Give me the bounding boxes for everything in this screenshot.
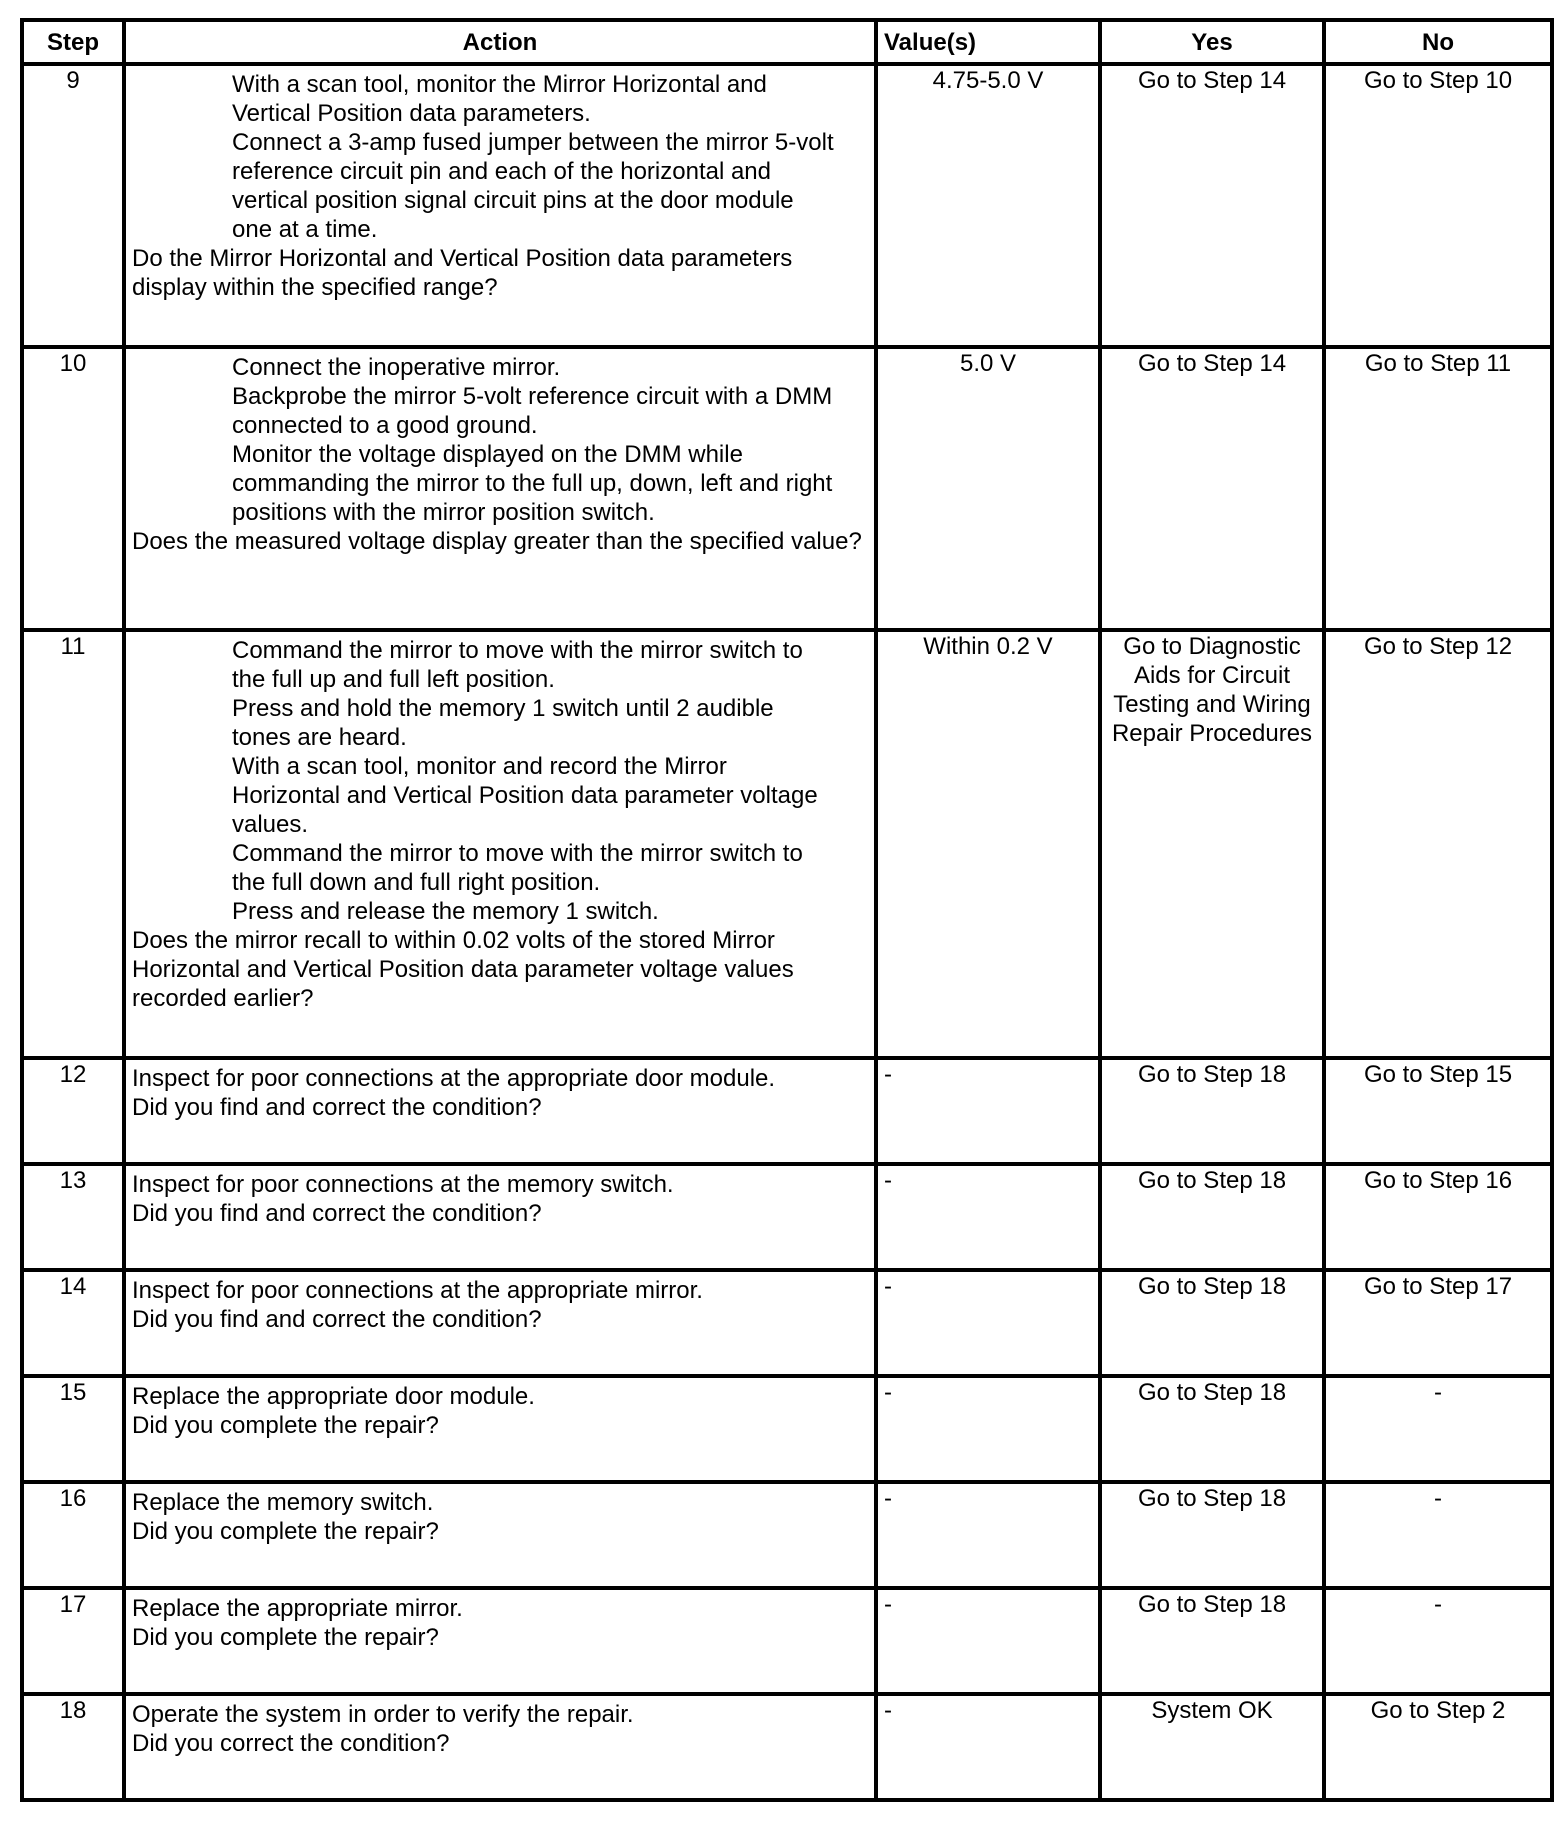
action-cell	[124, 1376, 876, 1482]
instruction-line: Horizontal and Vertical Position data parameter voltage	[232, 782, 818, 809]
table-row	[22, 347, 1552, 630]
instruction-list	[132, 636, 870, 926]
no-cell: Go to Step 11	[1324, 347, 1552, 630]
instruction-line: Command the mirror to move with the mirror switch to	[232, 840, 803, 867]
step-number: 15	[22, 1376, 124, 1482]
instruction-line: values.	[232, 811, 309, 838]
action-cell	[124, 1058, 876, 1164]
step-number: 18	[22, 1694, 124, 1800]
action-cell	[124, 1694, 876, 1800]
step-number: 17	[22, 1588, 124, 1694]
yes-cell: Go to Step 18	[1100, 1270, 1324, 1376]
value-cell: -	[876, 1058, 1100, 1164]
instruction-line: connected to a good ground.	[232, 412, 538, 439]
instruction-line: the full up and full left position.	[232, 666, 555, 693]
yes-cell: Go to Step 18	[1100, 1164, 1324, 1270]
step-number: 12	[22, 1058, 124, 1164]
instruction-line: Inspect for poor connections at the appropriate mirror.	[132, 1277, 703, 1304]
no-cell: -	[1324, 1376, 1552, 1482]
instruction-line: With a scan tool, monitor the Mirror Horizontal and	[232, 71, 767, 98]
no-cell: -	[1324, 1588, 1552, 1694]
yes-cell: Go to Step 18	[1100, 1588, 1324, 1694]
instruction-line: Command the mirror to move with the mirror switch to	[232, 637, 803, 664]
diagnostic-table	[20, 18, 1554, 1802]
table-row	[22, 630, 1552, 1058]
instruction-line: With a scan tool, monitor and record the Mirror	[232, 753, 727, 780]
instruction-line: vertical position signal circuit pins at the door module	[232, 187, 794, 214]
action-cell	[124, 1164, 876, 1270]
question-text: Does the measured voltage display greater than the specified value?	[132, 528, 862, 555]
table-row	[22, 1270, 1552, 1376]
table-row	[22, 1694, 1552, 1800]
question-text: Did you find and correct the condition?	[132, 1200, 542, 1227]
header-values: Value(s)	[876, 20, 1100, 64]
value-cell: -	[876, 1164, 1100, 1270]
question-text: Did you find and correct the condition?	[132, 1094, 542, 1121]
yes-cell: Go to Diagnostic Aids for Circuit Testing and Wiring Repair Procedures	[1100, 630, 1324, 1058]
yes-cell: Go to Step 14	[1100, 347, 1324, 630]
action-cell	[124, 347, 876, 630]
action-cell	[124, 64, 876, 347]
instruction-line: Operate the system in order to verify the repair.	[132, 1701, 634, 1728]
instruction-line: Press and release the memory 1 switch.	[232, 898, 659, 925]
instruction-line: Connect a 3-amp fused jumper between the mirror 5-volt	[232, 129, 834, 156]
step-number: 13	[22, 1164, 124, 1270]
step-number: 11	[22, 630, 124, 1058]
question-text: Did you complete the repair?	[132, 1518, 439, 1545]
yes-cell: Go to Step 18	[1100, 1376, 1324, 1482]
yes-cell: Go to Step 14	[1100, 64, 1324, 347]
action-cell	[124, 630, 876, 1058]
table-row	[22, 64, 1552, 347]
action-cell	[124, 1482, 876, 1588]
instruction-line: Backprobe the mirror 5-volt reference circuit with a DMM	[232, 383, 833, 410]
instruction-line: Replace the appropriate mirror.	[132, 1595, 463, 1622]
no-cell: Go to Step 12	[1324, 630, 1552, 1058]
question-text: Did you find and correct the condition?	[132, 1306, 542, 1333]
question-text: Did you correct the condition?	[132, 1730, 450, 1757]
table-row	[22, 1376, 1552, 1482]
instruction-line: the full down and full right position.	[232, 869, 601, 896]
header-step: Step	[22, 20, 124, 64]
step-number: 14	[22, 1270, 124, 1376]
step-number: 10	[22, 347, 124, 630]
table-row	[22, 1058, 1552, 1164]
question-text: Did you complete the repair?	[132, 1412, 439, 1439]
value-cell: -	[876, 1694, 1100, 1800]
instruction-list	[132, 70, 870, 244]
yes-cell: Go to Step 18	[1100, 1482, 1324, 1588]
no-cell: Go to Step 2	[1324, 1694, 1552, 1800]
table-row	[22, 1482, 1552, 1588]
action-cell	[124, 1270, 876, 1376]
instruction-list	[132, 353, 870, 527]
table-row	[22, 1588, 1552, 1694]
instruction-line: tones are heard.	[232, 724, 407, 751]
instruction-line: Monitor the voltage displayed on the DMM while	[232, 441, 743, 468]
question-text: Does the mirror recall to within 0.02 volts of the stored Mirror Horizontal and Vertical Position data parameter voltage values recorded earlier?	[132, 927, 794, 1012]
question-text: Do the Mirror Horizontal and Vertical Position data parameters display within the specified range?	[132, 245, 793, 301]
instruction-line: positions with the mirror position switch.	[232, 499, 655, 526]
action-cell	[124, 1588, 876, 1694]
instruction-line: Replace the appropriate door module.	[132, 1383, 535, 1410]
instruction-line: Replace the memory switch.	[132, 1489, 434, 1516]
step-number: 9	[22, 64, 124, 347]
no-cell: Go to Step 10	[1324, 64, 1552, 347]
value-cell: -	[876, 1376, 1100, 1482]
no-cell: Go to Step 15	[1324, 1058, 1552, 1164]
header-no: No	[1324, 20, 1552, 64]
step-number: 16	[22, 1482, 124, 1588]
header-row	[22, 20, 1552, 64]
instruction-line: Inspect for poor connections at the appropriate door module.	[132, 1065, 776, 1092]
instruction-line: reference circuit pin and each of the horizontal and	[232, 158, 772, 185]
header-yes: Yes	[1100, 20, 1324, 64]
value-cell: Within 0.2 V	[876, 630, 1100, 1058]
instruction-line: Inspect for poor connections at the memory switch.	[132, 1171, 674, 1198]
value-cell: 5.0 V	[876, 347, 1100, 630]
instruction-line: Connect the inoperative mirror.	[232, 354, 561, 381]
yes-cell: System OK	[1100, 1694, 1324, 1800]
value-cell: 4.75-5.0 V	[876, 64, 1100, 347]
value-cell: -	[876, 1588, 1100, 1694]
header-action: Action	[124, 20, 876, 64]
no-cell: -	[1324, 1482, 1552, 1588]
instruction-line: Vertical Position data parameters.	[232, 100, 591, 127]
instruction-line: Press and hold the memory 1 switch until 2 audible	[232, 695, 774, 722]
yes-cell: Go to Step 18	[1100, 1058, 1324, 1164]
no-cell: Go to Step 16	[1324, 1164, 1552, 1270]
no-cell: Go to Step 17	[1324, 1270, 1552, 1376]
instruction-line: one at a time.	[232, 216, 378, 243]
value-cell: -	[876, 1482, 1100, 1588]
instruction-line: commanding the mirror to the full up, down, left and right	[232, 470, 833, 497]
table-row	[22, 1164, 1552, 1270]
question-text: Did you complete the repair?	[132, 1624, 439, 1651]
value-cell: -	[876, 1270, 1100, 1376]
